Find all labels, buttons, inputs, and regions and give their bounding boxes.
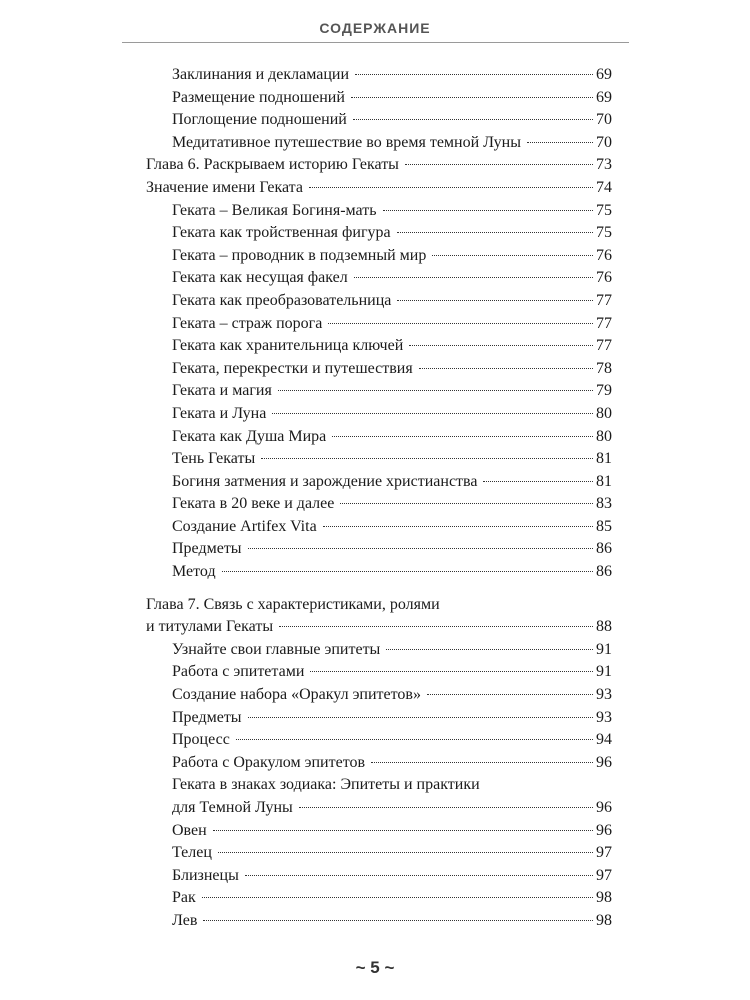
dot-leader: [222, 570, 593, 572]
toc-entry-title-continued: для Темной Луны: [172, 799, 293, 816]
dot-leader: [278, 389, 593, 391]
dot-leader: [371, 761, 593, 763]
toc-section-entry: [146, 380, 612, 403]
page-number: ~ 5 ~: [355, 958, 395, 977]
toc-section-entry: [146, 109, 612, 132]
dot-leader: [527, 141, 593, 143]
toc-section-entry: [146, 335, 612, 358]
toc-page-number: 81: [596, 472, 612, 490]
toc-section-entry: [146, 403, 612, 426]
toc-entry-title: Геката в 20 веке и далее: [172, 495, 335, 513]
toc-section-entry: [146, 87, 612, 110]
toc-entry-title: Глава 7. Связь с характеристиками, ролями: [146, 595, 440, 613]
toc-page-number: 80: [596, 427, 612, 445]
toc-entry-title: Геката как хранительница ключей: [172, 337, 404, 355]
toc-page-number: 97: [596, 866, 612, 884]
toc-page-number: 81: [596, 450, 612, 468]
toc-page-number: 98: [596, 889, 612, 907]
toc-page-number: 94: [596, 731, 612, 749]
toc-chapter-entry: [146, 177, 612, 200]
toc-page-number: 77: [596, 337, 612, 355]
dot-leader: [397, 231, 593, 233]
toc-page-number: 75: [596, 224, 612, 242]
dot-leader: [383, 209, 593, 211]
toc-entry-title: Геката – страж порога: [172, 314, 323, 332]
toc-page-number: 96: [596, 821, 612, 839]
toc-section-entry: [146, 661, 612, 684]
toc-section-entry: [146, 448, 612, 471]
header-rule: [122, 42, 629, 43]
toc-section-entry: [146, 865, 612, 888]
toc-entry-title: Геката – Великая Богиня-мать: [172, 201, 377, 219]
toc-entry-title: Геката как тройственная фигура: [172, 224, 391, 242]
dot-leader: [483, 480, 593, 482]
toc-page-number: 88: [596, 618, 612, 636]
toc-page-number: 77: [596, 314, 612, 332]
toc-section-entry: [146, 64, 612, 87]
dot-leader: [332, 435, 593, 437]
dot-leader: [261, 457, 593, 459]
dot-leader: [299, 806, 593, 808]
toc-section-entry: [146, 222, 612, 245]
dot-leader: [245, 874, 593, 876]
dot-leader: [213, 829, 593, 831]
toc-entry-title: Геката как преобразовательница: [172, 291, 392, 309]
toc-page-number: 91: [596, 663, 612, 681]
toc-section-entry: [146, 267, 612, 290]
toc-page-number: 76: [596, 269, 612, 287]
toc-page-number: 97: [596, 844, 612, 862]
dot-leader: [405, 163, 593, 165]
toc-entry-title: Геката – проводник в подземный мир: [172, 246, 427, 264]
dot-leader: [236, 738, 593, 740]
dot-leader: [409, 344, 593, 346]
toc-entry-title: Рак: [172, 889, 196, 907]
toc-page-number: 96: [596, 799, 612, 816]
toc-page-number: 73: [596, 156, 612, 174]
toc-page-number: 91: [596, 640, 612, 658]
toc-page-number: 93: [596, 686, 612, 704]
toc-section-entry: [146, 774, 612, 819]
toc-page-number: 75: [596, 201, 612, 219]
toc-entry-title: Работа с Оракулом эпитетов: [172, 753, 366, 771]
toc-entry-title: Тень Гекаты: [172, 450, 256, 468]
dot-leader: [310, 670, 593, 672]
toc-page-number: 76: [596, 246, 612, 264]
toc-section-entry: [146, 707, 612, 730]
toc-entry-title: Геката как Душа Мира: [172, 427, 327, 445]
dot-leader: [351, 96, 593, 98]
toc-page-number: 83: [596, 495, 612, 513]
toc-section-entry: [146, 887, 612, 910]
dot-leader: [309, 186, 593, 188]
toc-section-entry: [146, 313, 612, 336]
toc-entry-title: Медитативное путешествие во время темной Луны: [172, 133, 521, 151]
toc-page-number: 80: [596, 404, 612, 422]
toc-page-number: 93: [596, 708, 612, 726]
dot-leader: [279, 625, 593, 627]
dot-leader: [432, 254, 593, 256]
toc-entry-title: Предметы: [172, 708, 242, 726]
toc-page-number: 69: [596, 66, 612, 83]
table-of-contents: [146, 64, 612, 933]
toc-section-entry: [146, 493, 612, 516]
toc-entry-title: Овен: [172, 821, 207, 839]
toc-page-number: 96: [596, 753, 612, 771]
dot-leader: [248, 716, 593, 718]
toc-entry-title: Богиня затмения и зарождение христианства: [172, 472, 478, 490]
toc-section-entry: [146, 245, 612, 268]
toc-entry-title: Создание набора «Оракул эпитетов»: [172, 686, 421, 704]
toc-page-number: 70: [596, 133, 612, 151]
toc-entry-title: Телец: [172, 844, 212, 862]
toc-section-entry: [146, 684, 612, 707]
dot-leader: [353, 118, 593, 120]
toc-page-number: 74: [596, 178, 612, 196]
toc-entry-title: Геката как несущая факел: [172, 269, 348, 287]
toc-page-number: 86: [596, 563, 612, 581]
toc-entry-title: Лев: [172, 911, 198, 929]
dot-leader: [323, 525, 593, 527]
toc-chapter-entry: [146, 154, 612, 177]
toc-entry-title: Работа с эпитетами: [172, 663, 305, 681]
toc-page-number: 86: [596, 540, 612, 558]
toc-section-entry: [146, 516, 612, 539]
toc-entry-title: Предметы: [172, 540, 242, 558]
toc-entry-title: Геката в знаках зодиака: Эпитеты и практики: [172, 776, 480, 794]
toc-page-number: 85: [596, 517, 612, 535]
toc-page-number: 77: [596, 291, 612, 309]
dot-leader: [202, 896, 593, 898]
dot-leader: [397, 299, 593, 301]
toc-entry-title: Геката и магия: [172, 382, 272, 400]
toc-section-entry: [146, 910, 612, 933]
toc-section-entry: [146, 471, 612, 494]
toc-entry-title: Близнецы: [172, 866, 239, 884]
toc-entry-title: Заклинания и декламации: [172, 66, 350, 83]
toc-page-number: 79: [596, 382, 612, 400]
toc-page-number: 69: [596, 88, 612, 106]
toc-section-entry: [146, 358, 612, 381]
toc-section-entry: [146, 752, 612, 775]
toc-page-number: 78: [596, 359, 612, 377]
toc-section-entry: [146, 842, 612, 865]
toc-section-entry: [146, 639, 612, 662]
dot-leader: [218, 851, 593, 853]
toc-entry-title: Узнайте свои главные эпитеты: [172, 640, 381, 658]
toc-entry-title: Размещение подношений: [172, 88, 345, 106]
dot-leader: [386, 648, 593, 650]
toc-entry-title-continued: и титулами Гекаты: [146, 618, 274, 636]
toc-entry-title: Геката и Луна: [172, 404, 267, 422]
dot-leader: [419, 367, 593, 369]
toc-entry-title: Создание Artifex Vita: [172, 517, 317, 535]
dot-leader: [340, 502, 593, 504]
dot-leader: [355, 73, 593, 75]
toc-page-number: 98: [596, 911, 612, 929]
toc-entry-title: Метод: [172, 563, 216, 581]
toc-entry-title: Значение имени Геката: [146, 178, 303, 196]
toc-section-entry: [146, 729, 612, 752]
toc-section-entry: [146, 132, 612, 155]
dot-leader: [427, 693, 593, 695]
dot-leader: [354, 276, 593, 278]
dot-leader: [248, 547, 593, 549]
dot-leader: [328, 322, 593, 324]
toc-section-entry: [146, 200, 612, 223]
toc-entry-title: Поглощение подношений: [172, 111, 347, 129]
toc-page-number: 70: [596, 111, 612, 129]
toc-entry-title: Глава 6. Раскрываем историю Гекаты: [146, 156, 399, 174]
toc-section-entry: [146, 290, 612, 313]
toc-section-entry: [146, 426, 612, 449]
toc-chapter-entry: [146, 594, 612, 639]
toc-section-entry: [146, 820, 612, 843]
dot-leader: [272, 412, 593, 414]
page-header-title: СОДЕРЖАНИЕ: [319, 20, 431, 36]
toc-entry-title: Процесс: [172, 731, 230, 749]
dot-leader: [203, 919, 593, 921]
toc-section-entry: [146, 561, 612, 584]
toc-entry-title: Геката, перекрестки и путешествия: [172, 359, 413, 377]
toc-section-entry: [146, 538, 612, 561]
